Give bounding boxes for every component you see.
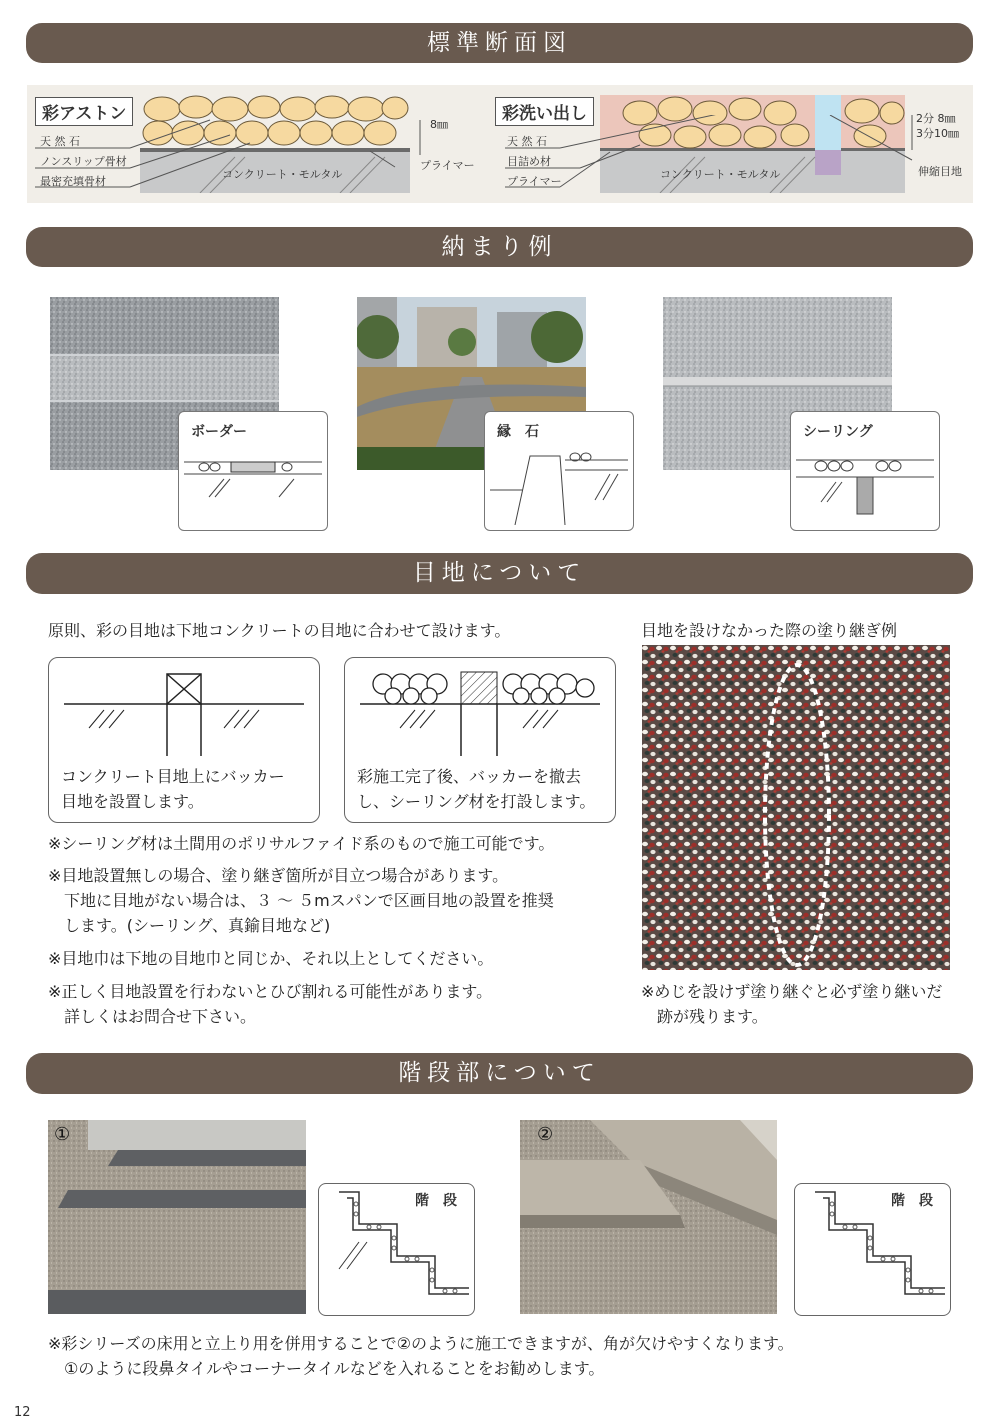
joint-box-backer-line-1: コンクリート目地上にバッカー bbox=[61, 767, 285, 786]
section-header-stairs: 階段部について bbox=[26, 1053, 973, 1094]
photo-seam-example bbox=[642, 645, 950, 970]
aya-araidashi-title: 彩洗い出し bbox=[495, 97, 594, 126]
aya-araidashi-expansion-joint: 伸縮目地 bbox=[918, 165, 962, 178]
stairs-number-1: ① bbox=[54, 1124, 71, 1145]
stairs-diagram-1 bbox=[318, 1183, 475, 1316]
panel-border-title: ボーダー bbox=[191, 424, 247, 440]
joint-box-sealing-line-2: し、シーリング材を打設します。 bbox=[357, 792, 596, 811]
aya-aston-primer: プライマー bbox=[420, 159, 475, 172]
panel-border bbox=[178, 411, 328, 531]
photo-stairs-2 bbox=[520, 1120, 777, 1314]
joints-intro: 原則、彩の目地は下地コンクリートの目地に合わせて設けます。 bbox=[48, 621, 511, 640]
stairs-note-2: ①のように段鼻タイルやコーナータイルなどを入れることをお勧めします。 bbox=[48, 1359, 605, 1378]
joint-box-sealing bbox=[344, 657, 616, 823]
stairs-diagram-2 bbox=[794, 1183, 951, 1316]
panel-curb bbox=[484, 411, 634, 531]
joint-box-backer bbox=[48, 657, 320, 823]
joints-photo-note-1: ※めじを設けず塗り継ぐと必ず塗り継いだ bbox=[641, 982, 943, 1001]
backer-diagram bbox=[59, 666, 309, 756]
section-header-finish-examples: 納まり例 bbox=[26, 227, 973, 267]
aya-aston-thickness: 8㎜ bbox=[430, 118, 448, 131]
joints-note-4: します。(シーリング、真鍮目地など) bbox=[48, 916, 331, 935]
aya-aston-label-nonslip: ノンスリップ骨材 bbox=[40, 155, 127, 168]
joints-note-7: 詳しくはお問合せ下さい。 bbox=[48, 1007, 257, 1026]
aya-araidashi-base: コンクリート・モルタル bbox=[660, 168, 781, 181]
curb-diagram bbox=[485, 450, 633, 525]
joint-box-sealing-line-1: 彩施工完了後、バッカーを撤去 bbox=[357, 767, 582, 786]
aya-araidashi-thickness-1: 2分 8㎜ bbox=[916, 112, 956, 125]
aya-aston-label-natural-stone: 天 然 石 bbox=[40, 135, 80, 148]
border-diagram bbox=[179, 452, 327, 522]
stairs-number-2: ② bbox=[537, 1124, 554, 1145]
sealing-diagram bbox=[791, 452, 939, 522]
section-header-joints: 目地について bbox=[26, 553, 973, 594]
page-number: 12 bbox=[14, 1405, 31, 1420]
aya-aston-title: 彩アストン bbox=[35, 97, 133, 126]
stairs-diagram-2-drawing bbox=[795, 1184, 950, 1315]
panel-curb-title: 縁 石 bbox=[497, 424, 539, 440]
stairs-diagram-1-label: 階 段 bbox=[415, 1193, 457, 1209]
joint-box-backer-line-2: 目地を設置します。 bbox=[61, 792, 204, 811]
aya-aston-label-filler: 最密充填骨材 bbox=[40, 175, 106, 188]
joints-photo-note-2: 跡が残ります。 bbox=[641, 1007, 768, 1026]
aya-aston-base: コンクリート・モルタル bbox=[222, 168, 343, 181]
joints-note-3: 下地に目地がない場合は、３ ～ ５mスパンで区画目地の設置を推奨 bbox=[48, 891, 554, 910]
photo-stairs-1 bbox=[48, 1120, 306, 1314]
joints-note-1: ※シーリング材は土間用のポリサルファイド系のもので施工可能です。 bbox=[48, 834, 555, 853]
aya-araidashi-thickness-2: 3分10㎜ bbox=[916, 127, 959, 140]
sealing-joint-diagram bbox=[355, 666, 605, 756]
joints-photo-caption: 目地を設けなかった際の塗り継ぎ例 bbox=[641, 621, 898, 640]
stairs-note-1: ※彩シリーズの床用と立上り用を併用することで②のように施工できますが、角が欠けやすくなります。 bbox=[48, 1334, 794, 1353]
aya-araidashi-label-natural-stone: 天 然 石 bbox=[507, 135, 547, 148]
aya-araidashi-label-filler: 目詰め材 bbox=[507, 155, 551, 168]
stairs-diagram-2-label: 階 段 bbox=[891, 1193, 933, 1209]
aya-araidashi-label-primer: プライマー bbox=[507, 175, 562, 188]
panel-sealing bbox=[790, 411, 940, 531]
section-header-cross-section: 標準断面図 bbox=[26, 23, 973, 63]
stairs-diagram-1-drawing bbox=[319, 1184, 474, 1315]
joints-note-6: ※正しく目地設置を行わないとひび割れる可能性があります。 bbox=[48, 982, 493, 1001]
panel-sealing-title: シーリング bbox=[803, 424, 873, 440]
joints-note-2: ※目地設置無しの場合、塗り継ぎ箇所が目立つ場合があります。 bbox=[48, 866, 509, 885]
joints-note-5: ※目地巾は下地の目地巾と同じか、それ以上としてください。 bbox=[48, 949, 494, 968]
